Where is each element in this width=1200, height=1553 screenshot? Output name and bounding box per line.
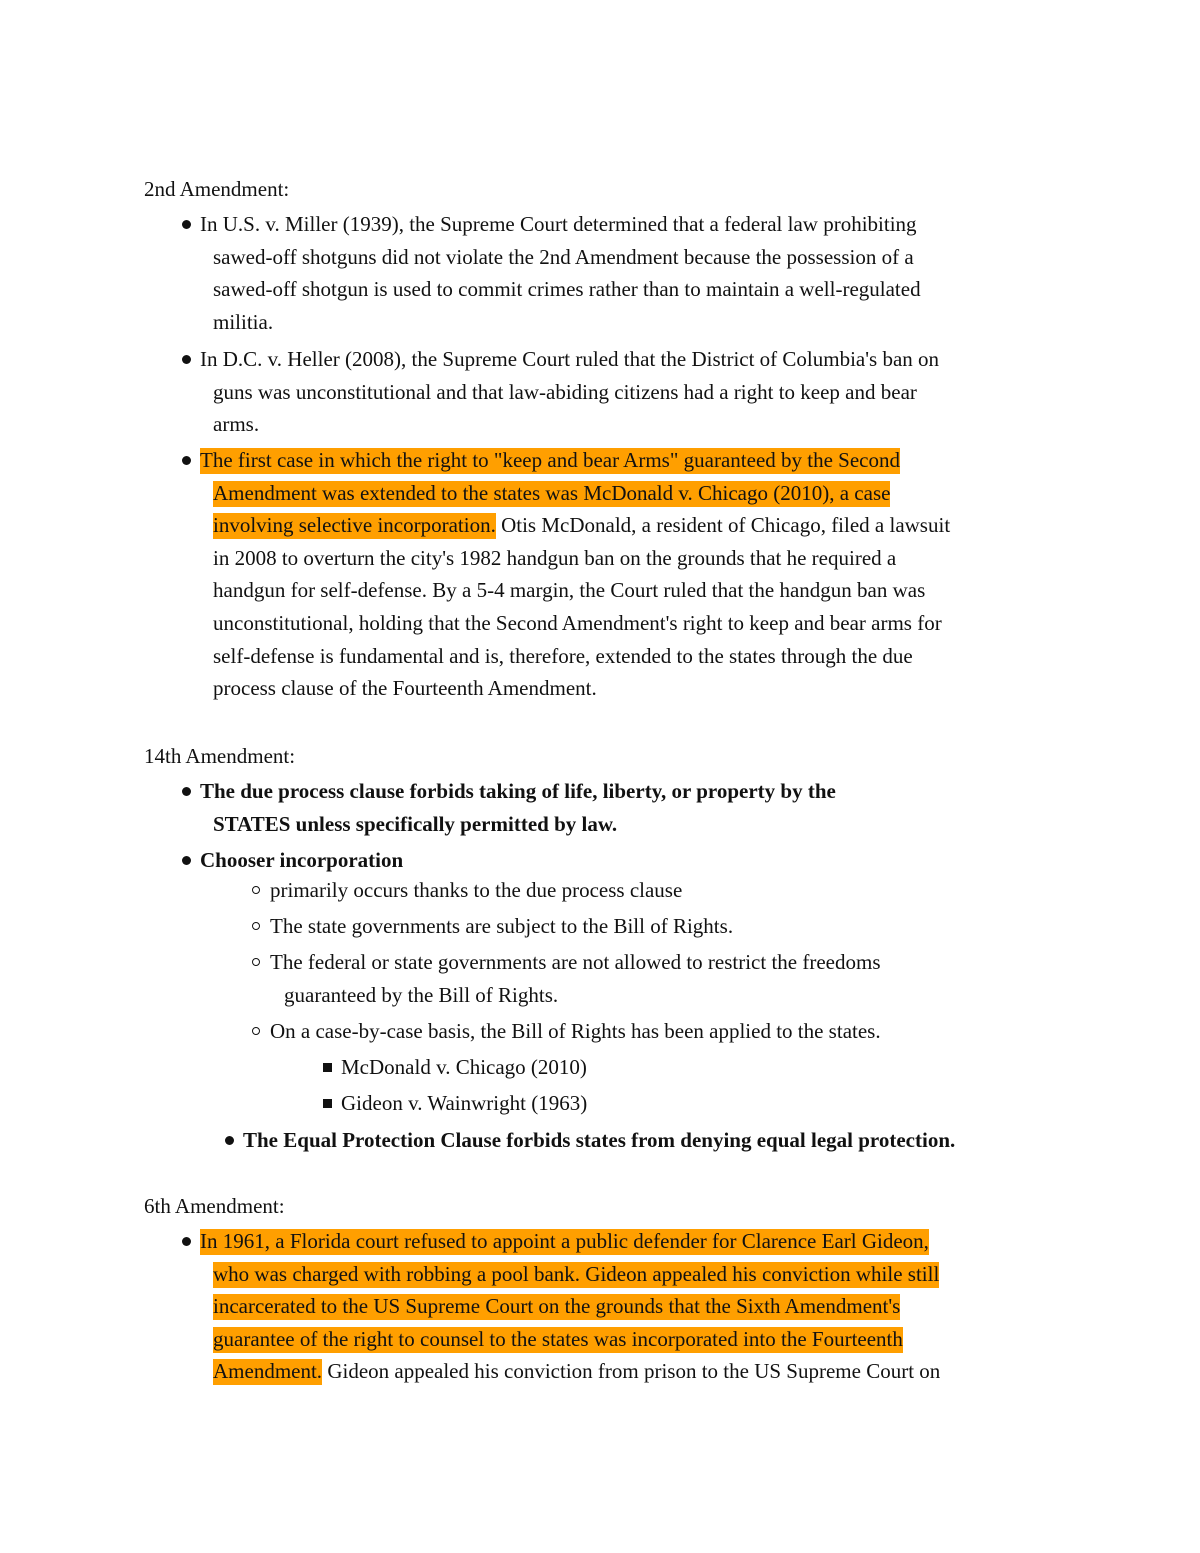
bullet-circle bbox=[252, 958, 260, 966]
section-heading-6th-amendment: 6th Amendment: bbox=[144, 1194, 285, 1218]
line: process clause of the Fourteenth Amendment. bbox=[213, 676, 597, 701]
line: primarily occurs thanks to the due process clause bbox=[270, 878, 683, 902]
line: Chooser incorporation bbox=[200, 848, 404, 872]
bullet-dot bbox=[182, 856, 191, 865]
sub-item-restrict-freedoms bbox=[252, 946, 881, 1011]
line: In D.C. v. Heller (2008), the Supreme Court ruled that the District of Columbia's ban on bbox=[200, 347, 940, 371]
list-item-gideon bbox=[182, 1225, 940, 1388]
bullet-square bbox=[323, 1063, 332, 1072]
highlighted-text: guarantee of the right to counsel to the states was incorporated into the Fourteenth bbox=[213, 1326, 903, 1351]
line: On a case-by-case basis, the Bill of Rights has been applied to the states. bbox=[270, 1019, 881, 1043]
line: In U.S. v. Miller (1939), the Supreme Court determined that a federal law prohibiting bbox=[200, 212, 917, 236]
section-heading-2nd-amendment: 2nd Amendment: bbox=[144, 177, 290, 201]
case-item-gideon bbox=[323, 1087, 587, 1120]
bullet-circle bbox=[252, 886, 260, 894]
highlighted-text: involving selective incorporation. bbox=[213, 513, 496, 538]
line: The Equal Protection Clause forbids states from denying equal legal protection. bbox=[243, 1128, 956, 1152]
line: guaranteed by the Bill of Rights. bbox=[284, 982, 559, 1007]
line: sawed-off shotgun is used to commit crimes rather than to maintain a well-regulated bbox=[213, 277, 921, 302]
bullet-circle bbox=[252, 1027, 260, 1035]
bullet-square bbox=[323, 1099, 332, 1108]
line: arms. bbox=[213, 412, 260, 437]
bullet-dot bbox=[225, 1136, 234, 1145]
line: McDonald v. Chicago (2010) bbox=[341, 1055, 587, 1079]
line-text: Otis McDonald, a resident of Chicago, filed a lawsuit bbox=[495, 513, 951, 538]
section-heading-14th-amendment: 14th Amendment: bbox=[144, 744, 296, 768]
line: handgun for self-defense. By a 5-4 margin, the Court ruled that the handgun ban was bbox=[213, 578, 926, 603]
highlighted-text: The first case in which the right to "keep and bear Arms" guaranteed by the Second bbox=[200, 448, 901, 472]
highlighted-text: In 1961, a Florida court refused to appoint a public defender for Clarence Earl Gideon, bbox=[200, 1229, 929, 1253]
bullet-dot bbox=[182, 355, 191, 364]
sub-item-case-by-case bbox=[252, 1015, 881, 1048]
line: The federal or state governments are not allowed to restrict the freedoms bbox=[270, 950, 881, 974]
line: self-defense is fundamental and is, therefore, extended to the states through the due bbox=[213, 643, 913, 668]
sub-item-state-governments bbox=[252, 910, 733, 943]
line-text: Gideon appealed his conviction from prison to the US Supreme Court on bbox=[322, 1359, 941, 1384]
list-item-chooser-incorporation bbox=[182, 844, 403, 877]
list-item-equal-protection bbox=[225, 1124, 955, 1157]
sub-item-due-process bbox=[252, 874, 682, 907]
line: The state governments are subject to the Bill of Rights. bbox=[270, 914, 734, 938]
highlighted-text: Amendment was extended to the states was McDonald v. Chicago (2010), a case bbox=[213, 480, 891, 505]
highlighted-text: incarcerated to the US Supreme Court on the grounds that the Sixth Amendment's bbox=[213, 1294, 901, 1319]
line: in 2008 to overturn the city's 1982 handgun ban on the grounds that he required a bbox=[213, 545, 897, 570]
list-item-mcdonald bbox=[182, 444, 950, 705]
line: The due process clause forbids taking of life, liberty, or property by the bbox=[200, 779, 836, 803]
highlighted-text: who was charged with robbing a pool bank. Gideon appealed his conviction while still bbox=[213, 1261, 940, 1286]
list-item-due-process bbox=[182, 775, 836, 840]
bullet-dot bbox=[182, 220, 191, 229]
line: STATES unless specifically permitted by law. bbox=[213, 811, 618, 836]
list-item-heller bbox=[182, 343, 939, 441]
bullet-circle bbox=[252, 922, 260, 930]
line: Gideon v. Wainwright (1963) bbox=[341, 1091, 588, 1115]
bullet-dot bbox=[182, 456, 191, 465]
line: militia. bbox=[213, 309, 274, 334]
bullet-dot bbox=[182, 787, 191, 796]
line: unconstitutional, holding that the Second Amendment's right to keep and bear arms for bbox=[213, 610, 942, 635]
list-item-miller bbox=[182, 208, 921, 338]
line: sawed-off shotguns did not violate the 2nd Amendment because the possession of a bbox=[213, 244, 914, 269]
highlighted-text: Amendment. bbox=[213, 1359, 323, 1384]
line: guns was unconstitutional and that law-abiding citizens had a right to keep and bear bbox=[213, 379, 917, 404]
bullet-dot bbox=[182, 1237, 191, 1246]
case-item-mcdonald bbox=[323, 1051, 587, 1084]
